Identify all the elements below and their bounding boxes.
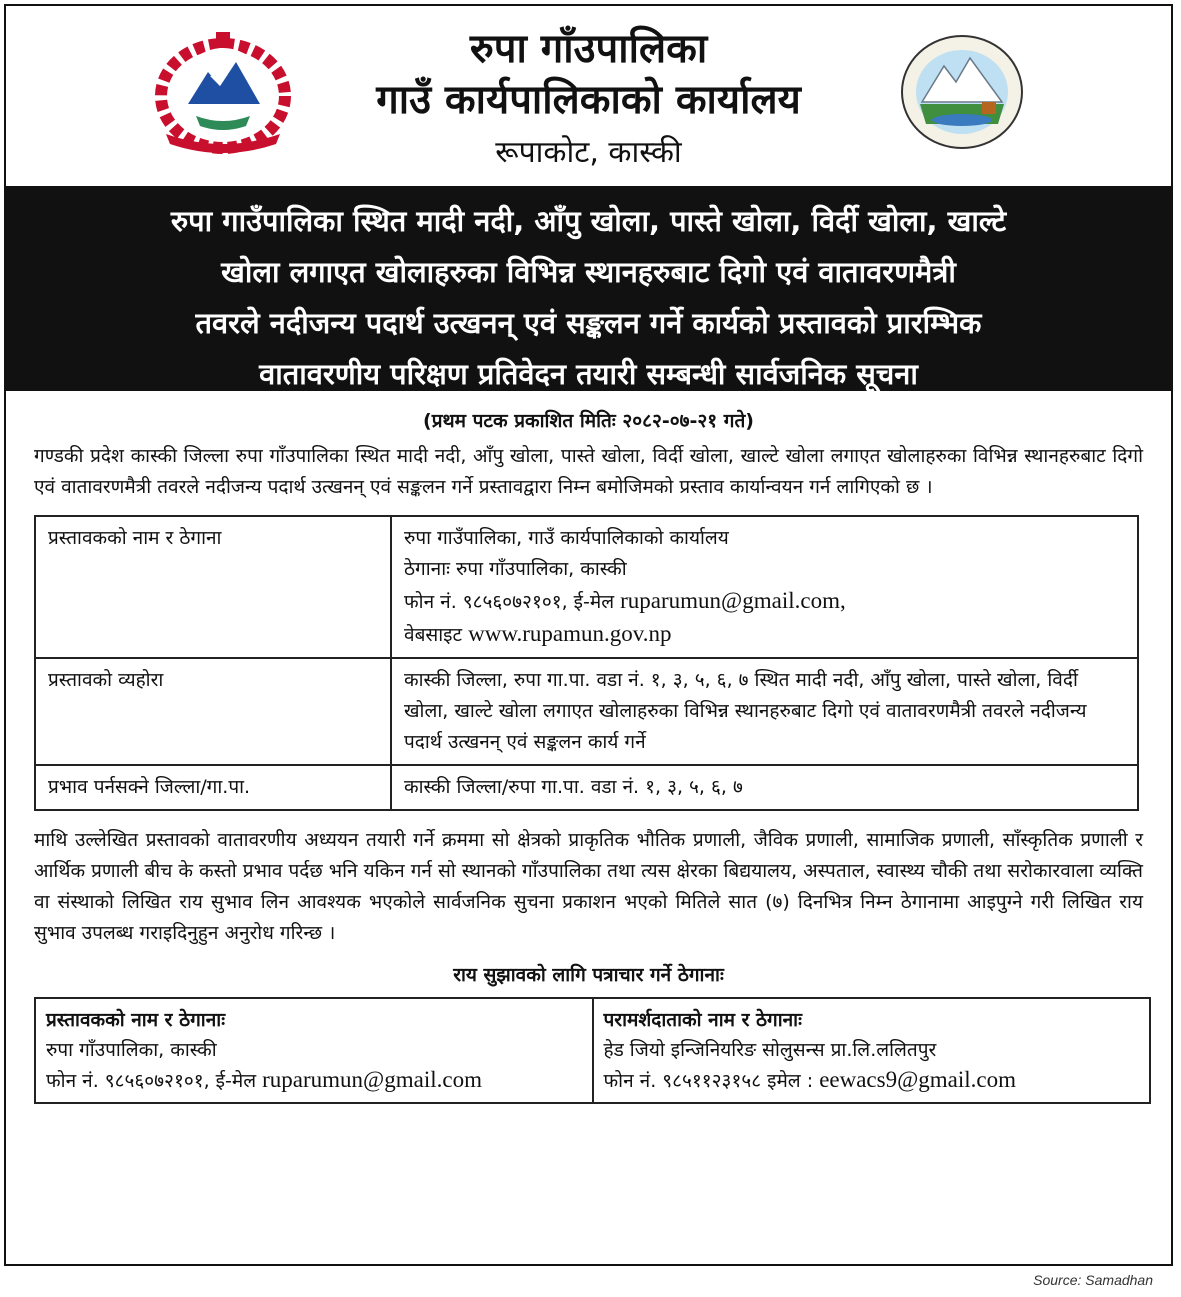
notice-frame bbox=[4, 4, 1173, 1266]
proponent-address-cell bbox=[35, 998, 593, 1103]
email-link[interactable]: ruparumun@gmail.com bbox=[262, 1067, 482, 1092]
proponent-office: रुपा गाउँपालिका, गाउँ कार्यपालिकाको कार्यालय bbox=[404, 527, 729, 549]
table-cell: प्रस्तावको व्यहोरा bbox=[35, 658, 391, 765]
source-credit: Source: Samadhan bbox=[1033, 1272, 1153, 1288]
phone-text: फोन नं. ९८५६०७२१०१, ई-मेल bbox=[46, 1070, 257, 1092]
proponent-address: ठेगानाः रुपा गाँउपालिका, कास्की bbox=[404, 558, 627, 580]
notice-header bbox=[6, 6, 1171, 186]
phone-text: फोन नं. ९८५६०७२१०१, ई-मेल bbox=[404, 591, 615, 613]
table-cell bbox=[391, 516, 1138, 658]
banner-line: वातावरणीय परिक्षण प्रतिवेदन तयारी सम्बन्धी सार्वजनिक सूचना bbox=[259, 357, 918, 391]
intro-paragraph: गण्डकी प्रदेश कास्की जिल्ला रुपा गाँउपालिका स्थित मादी नदी, आँपु खोला, पास्ते खोला, विर्दी खोला, खाल्टे खोला लगाएत खोलाहरुका विभिन्न स्थानहरुबाट दिगो एवं वातावरणमैत्री तवरले नदीजन्य पदार्थ उत्खनन् एवं सङ्कलन गर्ने प्रस्तावद्वारा निम्न बमोजिमको प्रस्ताव कार्यान्वयन गर्न लागिएको छ । bbox=[34, 445, 1143, 498]
office-name: गाउँ कार्यपालिकाको कार्यालय bbox=[376, 77, 801, 123]
table-row bbox=[35, 658, 1138, 765]
table-row bbox=[35, 765, 1138, 810]
email-link[interactable]: ruparumun@gmail.com, bbox=[620, 588, 846, 613]
banner-line: खोला लगाएत खोलाहरुका विभिन्न स्थानहरुबाट दिगो एवं वातावरणमैत्री bbox=[221, 255, 956, 289]
office-location: रूपाकोट, कास्की bbox=[495, 135, 682, 170]
body-paragraph: माथि उल्लेखित प्रस्तावको वातावरणीय अध्ययन तयारी गर्ने क्रममा सो क्षेत्रको प्राकृतिक भौतिक प्रणाली, जैविक प्रणाली, सामाजिक प्रणाली, साँस्कृतिक प्रणाली र आर्थिक प्रणाली बीच के कस्तो प्रभाव पर्दछ भनि यकिन गर्न सो स्थानको गाँउपालिका तथा त्यस क्षेरका बिद्ययालय, अस्पताल, स्वास्थ्य चौकी तथा सरोकारवाला व्यक्ति वा संस्थाको लिखित राय सुभाव लिन आवश्यक भएकोले सार्वजनिक सुचना प्रकाशन भएको मितिले सात (७) दिनभित्र निम्न ठेगानामा आइपुग्ने गरी लिखित राय सुभाव उपलब्ध गराइदिनुहुन अनुरोध गरिन्छ । bbox=[34, 829, 1143, 944]
office-heading bbox=[306, 24, 871, 176]
email-link[interactable]: eewacs9@gmail.com bbox=[819, 1067, 1016, 1092]
table-row bbox=[35, 998, 1150, 1103]
website-label: वेबसाइट bbox=[404, 624, 463, 646]
table-cell: कास्की जिल्ला/रुपा गा.पा. वडा नं. १, ३, ५, ६, ७ bbox=[391, 765, 1138, 810]
website-link[interactable]: www.rupamun.gov.np bbox=[468, 621, 672, 646]
phone-text: फोन नं. ९८५११२३१५८ इमेल : bbox=[603, 1070, 814, 1092]
municipality-name: रुपा गाँउपालिका bbox=[469, 26, 708, 72]
publish-date: (प्रथम पटक प्रकाशित मितिः २०८२-०७-२१ गते) bbox=[423, 410, 754, 432]
table-cell: प्रस्तावकको नाम र ठेगाना bbox=[35, 516, 391, 658]
address-section-title: राय सुझावको लागि पत्राचार गर्ने ठेगानाः bbox=[453, 964, 724, 986]
proponent-contact bbox=[404, 585, 1125, 618]
notice-title-banner bbox=[6, 186, 1171, 391]
proponent-contact bbox=[46, 1065, 582, 1096]
consultant-contact bbox=[604, 1065, 1140, 1096]
nepal-emblem-icon bbox=[148, 26, 298, 156]
table-cell: प्रभाव पर्नसक्ने जिल्ला/गा.पा. bbox=[35, 765, 391, 810]
consultant-address-cell bbox=[593, 998, 1151, 1103]
banner-line: रुपा गाउँपालिका स्थित मादी नदी, आँपु खोला, पास्ते खोला, विर्दी खोला, खाल्टे bbox=[170, 204, 1007, 238]
table-cell: कास्की जिल्ला, रुपा गा.पा. वडा नं. १, ३, ५, ६, ७ स्थित मादी नदी, आँपु खोला, पास्ते खोला, विर्दी खोला, खाल्टे खोला लगाएत खोलाहरुका विभिन्न स्थानहरुबाट दिगो एवं वातावरणमैत्री तवरले नदीजन्य पदार्थ उत्खनन् एवं सङ्कलन कार्य गर्ने bbox=[391, 658, 1138, 765]
table-row bbox=[35, 516, 1138, 658]
municipality-logo-icon bbox=[898, 32, 1026, 152]
banner-line: तवरले नदीजन्य पदार्थ उत्खनन् एवं सङ्कलन गर्ने कार्यको प्रस्तावको प्रारम्भिक bbox=[195, 306, 982, 340]
proponent-website bbox=[404, 618, 1125, 651]
consultant-title: परामर्शदाताको नाम र ठेगानाः bbox=[603, 1009, 802, 1031]
address-table bbox=[34, 997, 1151, 1104]
proponent-title: प्रस्तावकको नाम र ठेगानाः bbox=[46, 1009, 226, 1031]
proposal-info-table bbox=[34, 515, 1139, 811]
proponent-name: रुपा गाँउपालिका, कास्की bbox=[46, 1039, 217, 1061]
consultant-name: हेड जियो इन्जिनियरिङ सोलुसन्स प्रा.लि.ललितपुर bbox=[603, 1039, 937, 1061]
